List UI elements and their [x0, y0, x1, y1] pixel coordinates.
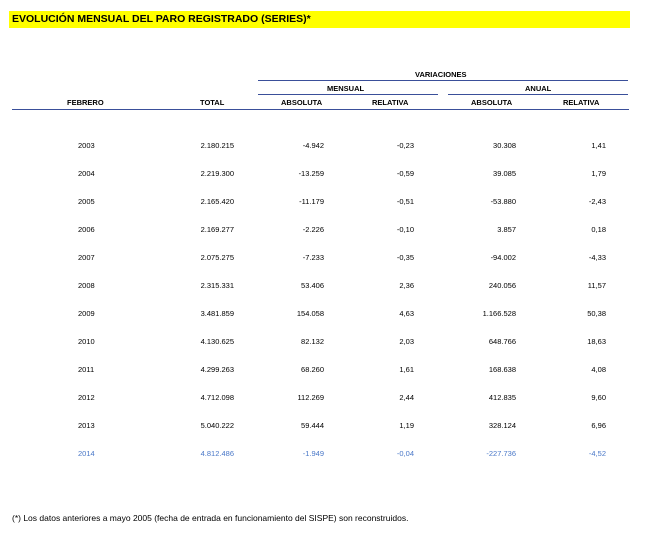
cell-total: 4.812.486	[200, 449, 234, 458]
cell-mensual-absoluta: -11.179	[299, 197, 324, 206]
cell-mensual-relativa: 2,36	[399, 281, 414, 290]
cell-mensual-absoluta: -13.259	[298, 169, 324, 178]
cell-mensual-relativa: -0,59	[396, 169, 414, 178]
cell-anual-relativa: 6,96	[591, 421, 606, 430]
cell-mensual-relativa: -0,23	[396, 141, 414, 150]
cell-mensual-relativa: 1,61	[399, 365, 414, 374]
cell-mensual-absoluta: -2.226	[302, 225, 324, 234]
cell-total: 2.169.277	[200, 225, 234, 234]
cell-total: 4.299.263	[200, 365, 234, 374]
cell-mensual-absoluta: -7.233	[302, 253, 324, 262]
header-anual: ANUAL	[525, 84, 552, 93]
cell-anual-absoluta: 30.308	[493, 141, 516, 150]
cell-mensual-relativa: -0,35	[396, 253, 414, 262]
cell-anual-absoluta: 39.085	[493, 169, 516, 178]
cell-anual-absoluta: 412.835	[488, 393, 516, 402]
cell-year: 2011	[78, 365, 95, 374]
header-mensual-absoluta: ABSOLUTA	[281, 98, 323, 107]
cell-anual-absoluta: 1.166.528	[482, 309, 516, 318]
page-title: EVOLUCIÓN MENSUAL DEL PARO REGISTRADO (SERIES)*	[12, 13, 311, 25]
rule-anual	[448, 94, 628, 95]
cell-total: 4.130.625	[200, 337, 234, 346]
rule-header-bottom	[12, 109, 629, 110]
cell-mensual-absoluta: 59.444	[301, 421, 324, 430]
footnote: (*) Los datos anteriores a mayo 2005 (fecha de entrada en funcionamiento del SISPE) son reconstruidos.	[12, 513, 409, 523]
cell-mensual-absoluta: 53.406	[301, 281, 324, 290]
header-total: TOTAL	[200, 98, 225, 107]
cell-year: 2003	[78, 141, 95, 150]
cell-anual-absoluta: -53.880	[490, 197, 516, 206]
cell-anual-relativa: 1,41	[591, 141, 606, 150]
header-month: FEBRERO	[67, 98, 104, 107]
cell-anual-relativa: 1,79	[591, 169, 606, 178]
cell-anual-relativa: -4,33	[588, 253, 606, 262]
cell-anual-absoluta: -227.736	[486, 449, 516, 458]
cell-year: 2014	[78, 449, 95, 458]
header-mensual: MENSUAL	[327, 84, 365, 93]
cell-anual-relativa: 0,18	[591, 225, 606, 234]
cell-mensual-absoluta: -4.942	[302, 141, 324, 150]
cell-mensual-relativa: 1,19	[399, 421, 414, 430]
cell-mensual-absoluta: -1.949	[302, 449, 324, 458]
cell-year: 2008	[78, 281, 95, 290]
header-variaciones: VARIACIONES	[415, 70, 467, 79]
cell-year: 2009	[78, 309, 95, 318]
cell-anual-absoluta: 328.124	[488, 421, 516, 430]
cell-mensual-absoluta: 68.260	[301, 365, 324, 374]
cell-anual-relativa: 18,63	[587, 337, 606, 346]
cell-mensual-relativa: -0,51	[396, 197, 414, 206]
cell-total: 3.481.859	[200, 309, 234, 318]
rule-mensual	[258, 94, 438, 95]
cell-mensual-absoluta: 112.269	[297, 393, 324, 402]
cell-year: 2004	[78, 169, 95, 178]
header-mensual-relativa: RELATIVA	[372, 98, 409, 107]
cell-anual-relativa: 11,57	[587, 281, 606, 290]
cell-year: 2006	[78, 225, 95, 234]
cell-anual-relativa: 4,08	[591, 365, 606, 374]
cell-anual-absoluta: 240.056	[488, 281, 516, 290]
cell-anual-absoluta: 3.857	[497, 225, 516, 234]
header-anual-absoluta: ABSOLUTA	[471, 98, 513, 107]
cell-anual-relativa: 9,60	[591, 393, 606, 402]
cell-mensual-absoluta: 154.058	[296, 309, 324, 318]
cell-anual-absoluta: 648.766	[488, 337, 516, 346]
cell-total: 2.180.215	[200, 141, 234, 150]
cell-anual-absoluta: -94.002	[490, 253, 516, 262]
cell-total: 4.712.098	[200, 393, 234, 402]
cell-anual-relativa: 50,38	[587, 309, 606, 318]
cell-total: 2.315.331	[200, 281, 234, 290]
cell-year: 2012	[78, 393, 95, 402]
cell-year: 2005	[78, 197, 95, 206]
cell-mensual-relativa: 4,63	[399, 309, 414, 318]
cell-year: 2013	[78, 421, 95, 430]
cell-year: 2007	[78, 253, 95, 262]
cell-mensual-relativa: -0,10	[396, 225, 414, 234]
header-anual-relativa: RELATIVA	[563, 98, 600, 107]
cell-total: 2.219.300	[200, 169, 234, 178]
cell-mensual-relativa: 2,44	[399, 393, 414, 402]
cell-total: 5.040.222	[200, 421, 234, 430]
cell-total: 2.075.275	[200, 253, 234, 262]
cell-anual-relativa: -2,43	[588, 197, 606, 206]
cell-year: 2010	[78, 337, 95, 346]
cell-anual-relativa: -4,52	[588, 449, 606, 458]
cell-mensual-relativa: 2,03	[399, 337, 414, 346]
cell-mensual-absoluta: 82.132	[301, 337, 324, 346]
cell-anual-absoluta: 168.638	[488, 365, 516, 374]
cell-mensual-relativa: -0,04	[396, 449, 414, 458]
cell-total: 2.165.420	[200, 197, 234, 206]
rule-variaciones	[258, 80, 628, 81]
